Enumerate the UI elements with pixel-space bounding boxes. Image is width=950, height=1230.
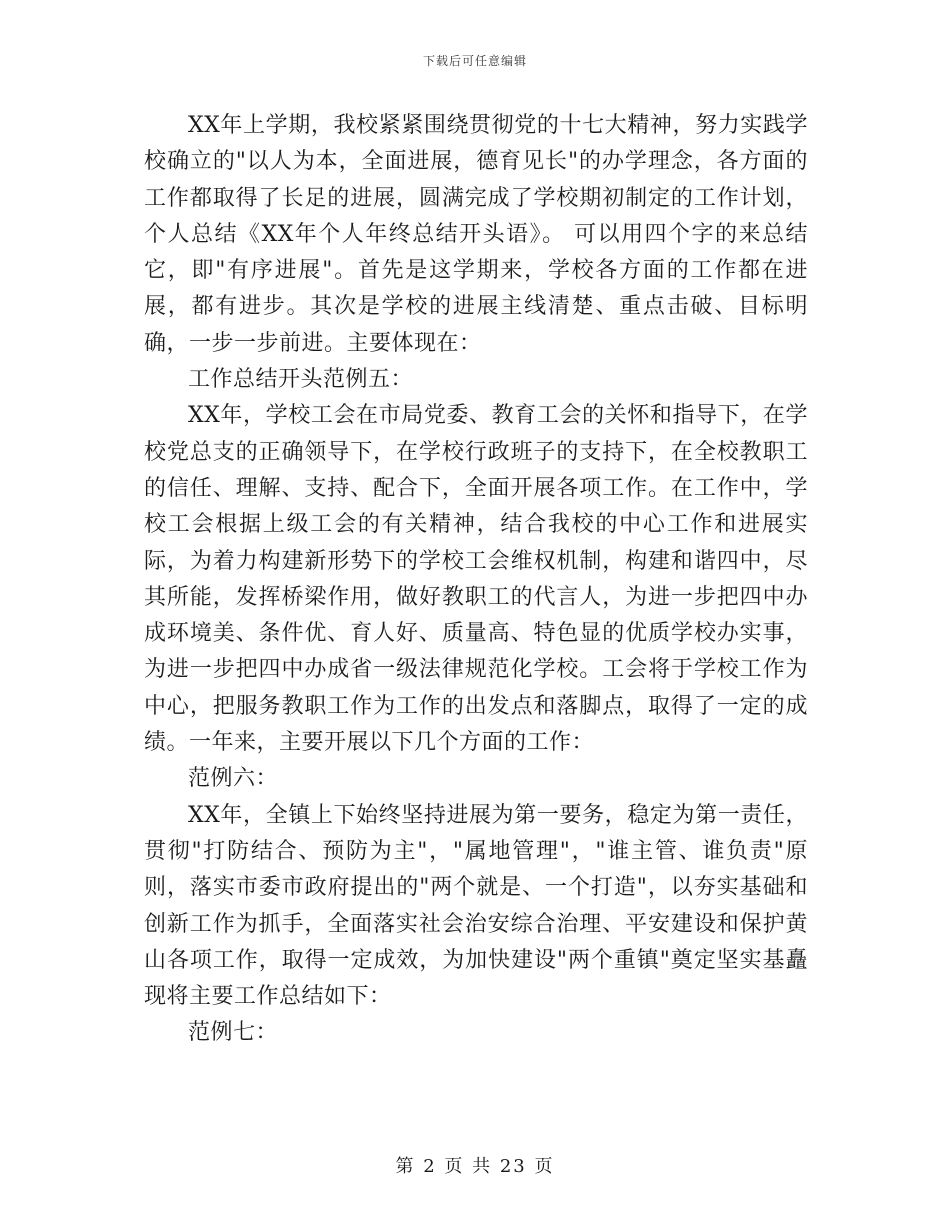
section-heading-example-6: 范例六： xyxy=(188,766,279,792)
paragraph-union-work: XX年，学校工会在市局党委、教育工会的关怀和指导下，在学校党总支的正确领导下，在学校行政班子的支持下，在全校教职工的信任、理解、支持、配合下，全面开展各项工作。在工作中，学校工会根据上级工会的有关精神，结合我校的中心工作和进展实际，为着力构建新形势下的学校工会维权机制，构建和谐四中，尽其所能，发挥桥梁作用，做好教职工的代言人，为进一步把四中办成环境美、条件优、育人好、质量高、特色显的优质学校办实事，为进一步把四中办成省一级法律规范化学校。工会将于学校工作为中心，把服务教职工作为工作的出发点和落脚点，取得了一定的成绩。一年来，主要开展以下几个方面的工作： xyxy=(144,403,808,756)
page-number-footer: 第 2 页 共 23 页 xyxy=(395,1156,555,1177)
paragraph-intro-summary: XX年上学期，我校紧紧围绕贯彻党的十七大精神，努力实践学校确立的"以人为本，全面进展，德育见长"的办学理念，各方面的工作都取得了长足的进展，圆满完成了学校期初制定的工作计划，个人总结《XX年个人年终总结开头语》。 可以用四个字的来总结它，即"有序进展"。首先是这学期来，学校各方面的工作都在进展，都有进步。其次是学校的进展主线清楚、重点击破、目标明确，一步一步前进。主要体现在： xyxy=(144,113,808,356)
paragraph-town-work: XX年，全镇上下始终坚持进展为第一要务，稳定为第一责任，贯彻"打防结合、预防为主"，"属地管理"，"谁主管、谁负责"原则，落实市委市政府提出的"两个就是、一个打造"，以夯实基础和创新工作为抓手，全面落实社会治安综合治理、平安建设和保护黄山各项工作，取得一定成效，为加快建设"两个重镇"奠定坚实基矗现将主要工作总结如下： xyxy=(144,802,808,1010)
document-body xyxy=(144,108,808,1052)
header-note: 下载后可任意编辑 xyxy=(422,54,527,68)
section-heading-example-5: 工作总结开头范例五： xyxy=(188,367,414,393)
section-heading-example-7: 范例七： xyxy=(188,1020,279,1046)
